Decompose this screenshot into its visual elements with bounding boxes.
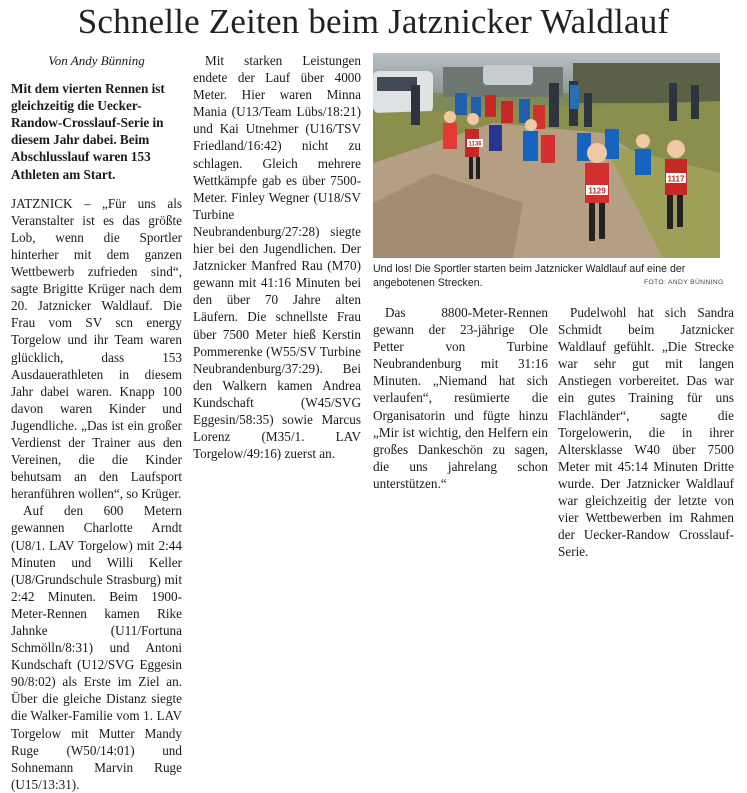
column-1	[11, 52, 182, 793]
bib-number: 1136	[468, 141, 482, 148]
byline: Von Andy Bünning	[48, 53, 145, 68]
body-paragraph-5: Pudelwohl hat sich Sandra Schmidt beim Jatznicker Waldlauf gefühlt. „Die Strecke war sehr gut mit langen Anstiegen vorbereitet. Das war ein gutes Training für uns Flachländer“, sagte die Torgelowerin, die in ihrer Altersklasse W40 über 7500 Meter mit 45:14 Minuten Dritte wurde. Der Jatznicker Waldlauf war gleichzeitig der letzte von vier Wettbewerben im Rahmen der Uecker-Randow Crosslauf-Serie.	[558, 305, 734, 560]
column-2	[193, 52, 361, 462]
column-3	[373, 304, 548, 492]
bib-number: 1129	[588, 186, 606, 196]
body-paragraph-4: Das 8800-Meter-Rennen gewann der 23-jährige Ole Petter von Turbine Neubrandenburg mit 31:16 Minuten. „Niemand hat sich verlaufen“, resümierte die Organisatorin und fügte hinzu „Mir ist wichtig, den Helfern ein großes Dankeschön zu sagen, die uns jahrelang schon unterstützen.“	[373, 305, 548, 491]
race-start-photo	[373, 53, 720, 258]
body-paragraph-3: Mit starken Leistungen endete der Lauf über 4000 Meter. Hier waren Minna Mania (U13/Team Lübs/18:21) und Kai Utnehmer (U16/TSV Friedland/16:42) nicht zu schlagen. Gleich mehrere Wettkämpfe gab es über 7500-Meter. Finley Wegner (U18/SV Turbine Neubrandenburg/27:28) siegte hier bei den Jugendlichen. Der Jatznicker Manfred Rau (M70) gewann mit 41:16 Minuten bei den über 70 Jahre alten Läufern. Die schnellste Frau über 7500 Meter hieß Kerstin Pommerenke (W55/SV Turbine Neubrandenburg/37:29). Bei den Walkern kamen Andrea Kundschaft (W45/SVG Eggesin/58:35) sowie Marcus Lorenz (M35/1. LAV Torgelow/49:16) zuerst an.	[193, 53, 361, 462]
body-paragraph-2: Auf den 600 Metern gewannen Charlotte Arndt (U8/1. LAV Torgelow) mit 2:44 Minuten und Willi Keller (U8/Grundschule Strasburg) mit 2:42 Minuten. Beim 1900-Meter-Rennen kamen Rike Jahnke (U11/Fortuna Schmölln/8:31) und Antoni Kundschaft (U12/SVG Eggesin 90/8:02) als Erste im Ziel an. Über die gleiche Distanz siegte die Walker-Familie vom 1. LAV Torgelow mit Mutter Mandy Ruge (W50/14:01) und Sohnemann Marvin Ruge (U15/13:31).	[11, 503, 182, 792]
body-paragraph-1: JATZNICK – „Für uns als Veranstalter ist es das größte Lob, wenn die Sportler hinterher mit dem ganzen Wettbewerb zufrieden sind“, sagte Brigitte Krüger nach dem 20. Jatznicker Waldlauf. Die Frau vom SV scn energy Torgelow und ihr Team waren glücklich, dass 153 Ausdauerathleten in diesem Jahr dabei waren. Knapp 100 davon waren Kinder und Jugendliche. „Das ist ein großer Verdienst der Trainer aus den Vereinen, die die Kinder behutsam an den Laufsport heranführen wollen“, so Krüger.	[11, 195, 182, 502]
bib-number: 1117	[667, 174, 685, 184]
column-4	[558, 304, 734, 560]
lead-paragraph: Mit dem vierten Rennen ist gleichzeitig die Uecker-Randow-Crosslauf-Serie in diesem Jahr dabei. Beim Abschlusslauf waren 153 Athleten am Start.	[11, 81, 165, 182]
headline: Schnelle Zeiten beim Jatznicker Waldlauf	[77, 2, 670, 41]
photo-credit: FOTO: ANDY BÜNNING	[644, 279, 724, 286]
photo-caption: Und los! Die Sportler starten beim Jatznicker Waldlauf auf eine der angebotenen Strecken.	[373, 263, 686, 289]
